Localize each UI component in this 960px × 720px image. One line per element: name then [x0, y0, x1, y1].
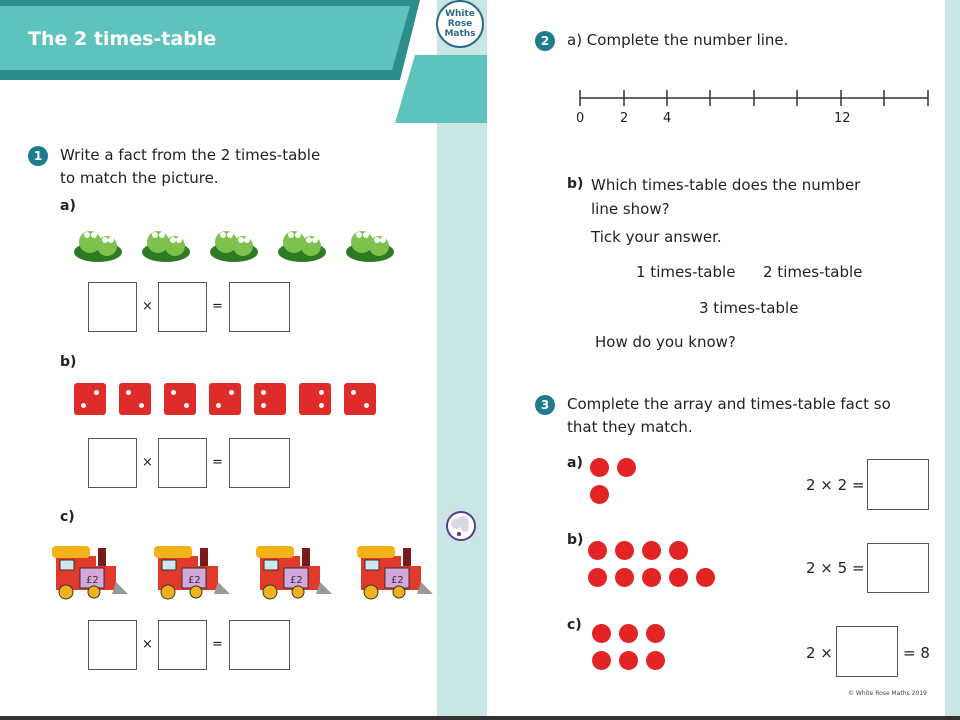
q1c-answer-box-1[interactable]: [88, 620, 137, 670]
die-icon: [164, 383, 196, 415]
array-dot: [669, 568, 688, 587]
q1b-equals-sign: =: [212, 455, 223, 470]
right-edge-strip: [945, 0, 960, 720]
array-dot: [588, 568, 607, 587]
question-1-number: 1: [28, 146, 48, 166]
question-3-number: 3: [535, 395, 555, 415]
array-dot: [619, 651, 638, 670]
array-dot: [592, 651, 611, 670]
thinking-bubble-icon[interactable]: [445, 510, 477, 542]
train-icon: [152, 538, 232, 600]
q3c-fact-right: = 8: [903, 644, 930, 662]
train-price-tag: £2: [391, 575, 404, 586]
option-3-times-table[interactable]: 3 times-table: [699, 299, 799, 317]
q1c-answer-box-3[interactable]: [229, 620, 290, 670]
frogs-picture: [72, 222, 402, 266]
q1a-answer-box-2[interactable]: [158, 282, 207, 332]
question-2-number: 2: [535, 31, 555, 51]
q1b-answer-box-3[interactable]: [229, 438, 290, 488]
q1b-label: b): [60, 354, 77, 370]
q1-text-line1: Write a fact from the 2 times-table: [60, 146, 321, 164]
die-icon: [299, 383, 331, 415]
train-icon: [254, 538, 334, 600]
q1a-times-sign: ×: [142, 299, 153, 314]
q1c-times-sign: ×: [142, 637, 153, 652]
train-icon: [355, 538, 435, 600]
q2b-text-line2: line show?: [591, 200, 670, 218]
q3c-fact-left: 2 ×: [806, 644, 833, 662]
frog-group-icon: [210, 231, 258, 262]
die-icon: [254, 383, 286, 415]
page-title: The 2 times-table: [28, 28, 217, 50]
train-price-tag: £2: [188, 575, 201, 586]
array-dot: [590, 458, 609, 477]
q3-text-line2: that they match.: [567, 418, 693, 436]
q3-text-line1: Complete the array and times-table fact so: [567, 395, 891, 413]
array-dot: [696, 568, 715, 587]
die-icon: [119, 383, 151, 415]
q3a-fact: 2 × 2 =: [806, 476, 865, 494]
q1a-equals-sign: =: [212, 299, 223, 314]
center-strip-accent: [395, 55, 487, 123]
array-dot: [642, 568, 661, 587]
white-rose-maths-logo: White Rose Maths: [436, 0, 484, 48]
q2b-label: b): [567, 176, 584, 192]
q3c-answer-box[interactable]: [836, 626, 898, 677]
q2a-text: a) Complete the number line.: [567, 31, 789, 49]
copyright-footer: © White Rose Maths 2019: [848, 690, 927, 697]
die-icon: [344, 383, 376, 415]
q1b-answer-box-1[interactable]: [88, 438, 137, 488]
train-price-tag: £2: [290, 575, 303, 586]
number-line: [576, 88, 936, 112]
array-dot: [669, 541, 688, 560]
frog-group-icon: [74, 231, 122, 262]
tick-instruction: Tick your answer.: [591, 228, 722, 246]
q3c-dot-array: [592, 624, 672, 674]
array-dot: [615, 568, 634, 587]
array-dot: [619, 624, 638, 643]
frog-group-icon: [278, 231, 326, 262]
array-dot: [617, 458, 636, 477]
train-price-tag: £2: [86, 575, 99, 586]
q3c-label: c): [567, 617, 582, 633]
bottom-edge-bar: [0, 716, 960, 720]
q1b-answer-box-2[interactable]: [158, 438, 207, 488]
number-line-label: 4: [663, 111, 672, 126]
frog-group-icon: [346, 231, 394, 262]
array-dot: [646, 651, 665, 670]
q1b-times-sign: ×: [142, 455, 153, 470]
number-line-label: 2: [620, 111, 629, 126]
array-dot: [588, 541, 607, 560]
q3b-fact: 2 × 5 =: [806, 559, 865, 577]
q1a-answer-box-3[interactable]: [229, 282, 290, 332]
q1c-label: c): [60, 509, 75, 525]
q3b-dot-array: [588, 541, 718, 591]
q1c-answer-box-2[interactable]: [158, 620, 207, 670]
array-dot: [615, 541, 634, 560]
q3a-label: a): [567, 455, 583, 471]
die-icon: [209, 383, 241, 415]
die-icon: [74, 383, 106, 415]
dice-picture: [74, 383, 384, 417]
q3a-answer-box[interactable]: [867, 459, 929, 510]
number-line-label: 12: [834, 111, 851, 126]
option-1-times-table[interactable]: 1 times-table: [636, 263, 736, 281]
q1-text-line2: to match the picture.: [60, 169, 219, 187]
q1c-equals-sign: =: [212, 637, 223, 652]
array-dot: [642, 541, 661, 560]
trains-picture: [50, 538, 435, 602]
number-line-label: 0: [576, 111, 585, 126]
q3b-answer-box[interactable]: [867, 543, 929, 593]
train-icon: [50, 538, 130, 600]
array-dot: [592, 624, 611, 643]
how-do-you-know-text: How do you know?: [595, 333, 736, 351]
q2b-text-line1: Which times-table does the number: [591, 176, 861, 194]
q1a-answer-box-1[interactable]: [88, 282, 137, 332]
q3a-dot-array: [590, 458, 640, 508]
array-dot: [646, 624, 665, 643]
option-2-times-table[interactable]: 2 times-table: [763, 263, 863, 281]
frog-group-icon: [142, 231, 190, 262]
q1a-label: a): [60, 198, 76, 214]
q3b-label: b): [567, 532, 584, 548]
array-dot: [590, 485, 609, 504]
